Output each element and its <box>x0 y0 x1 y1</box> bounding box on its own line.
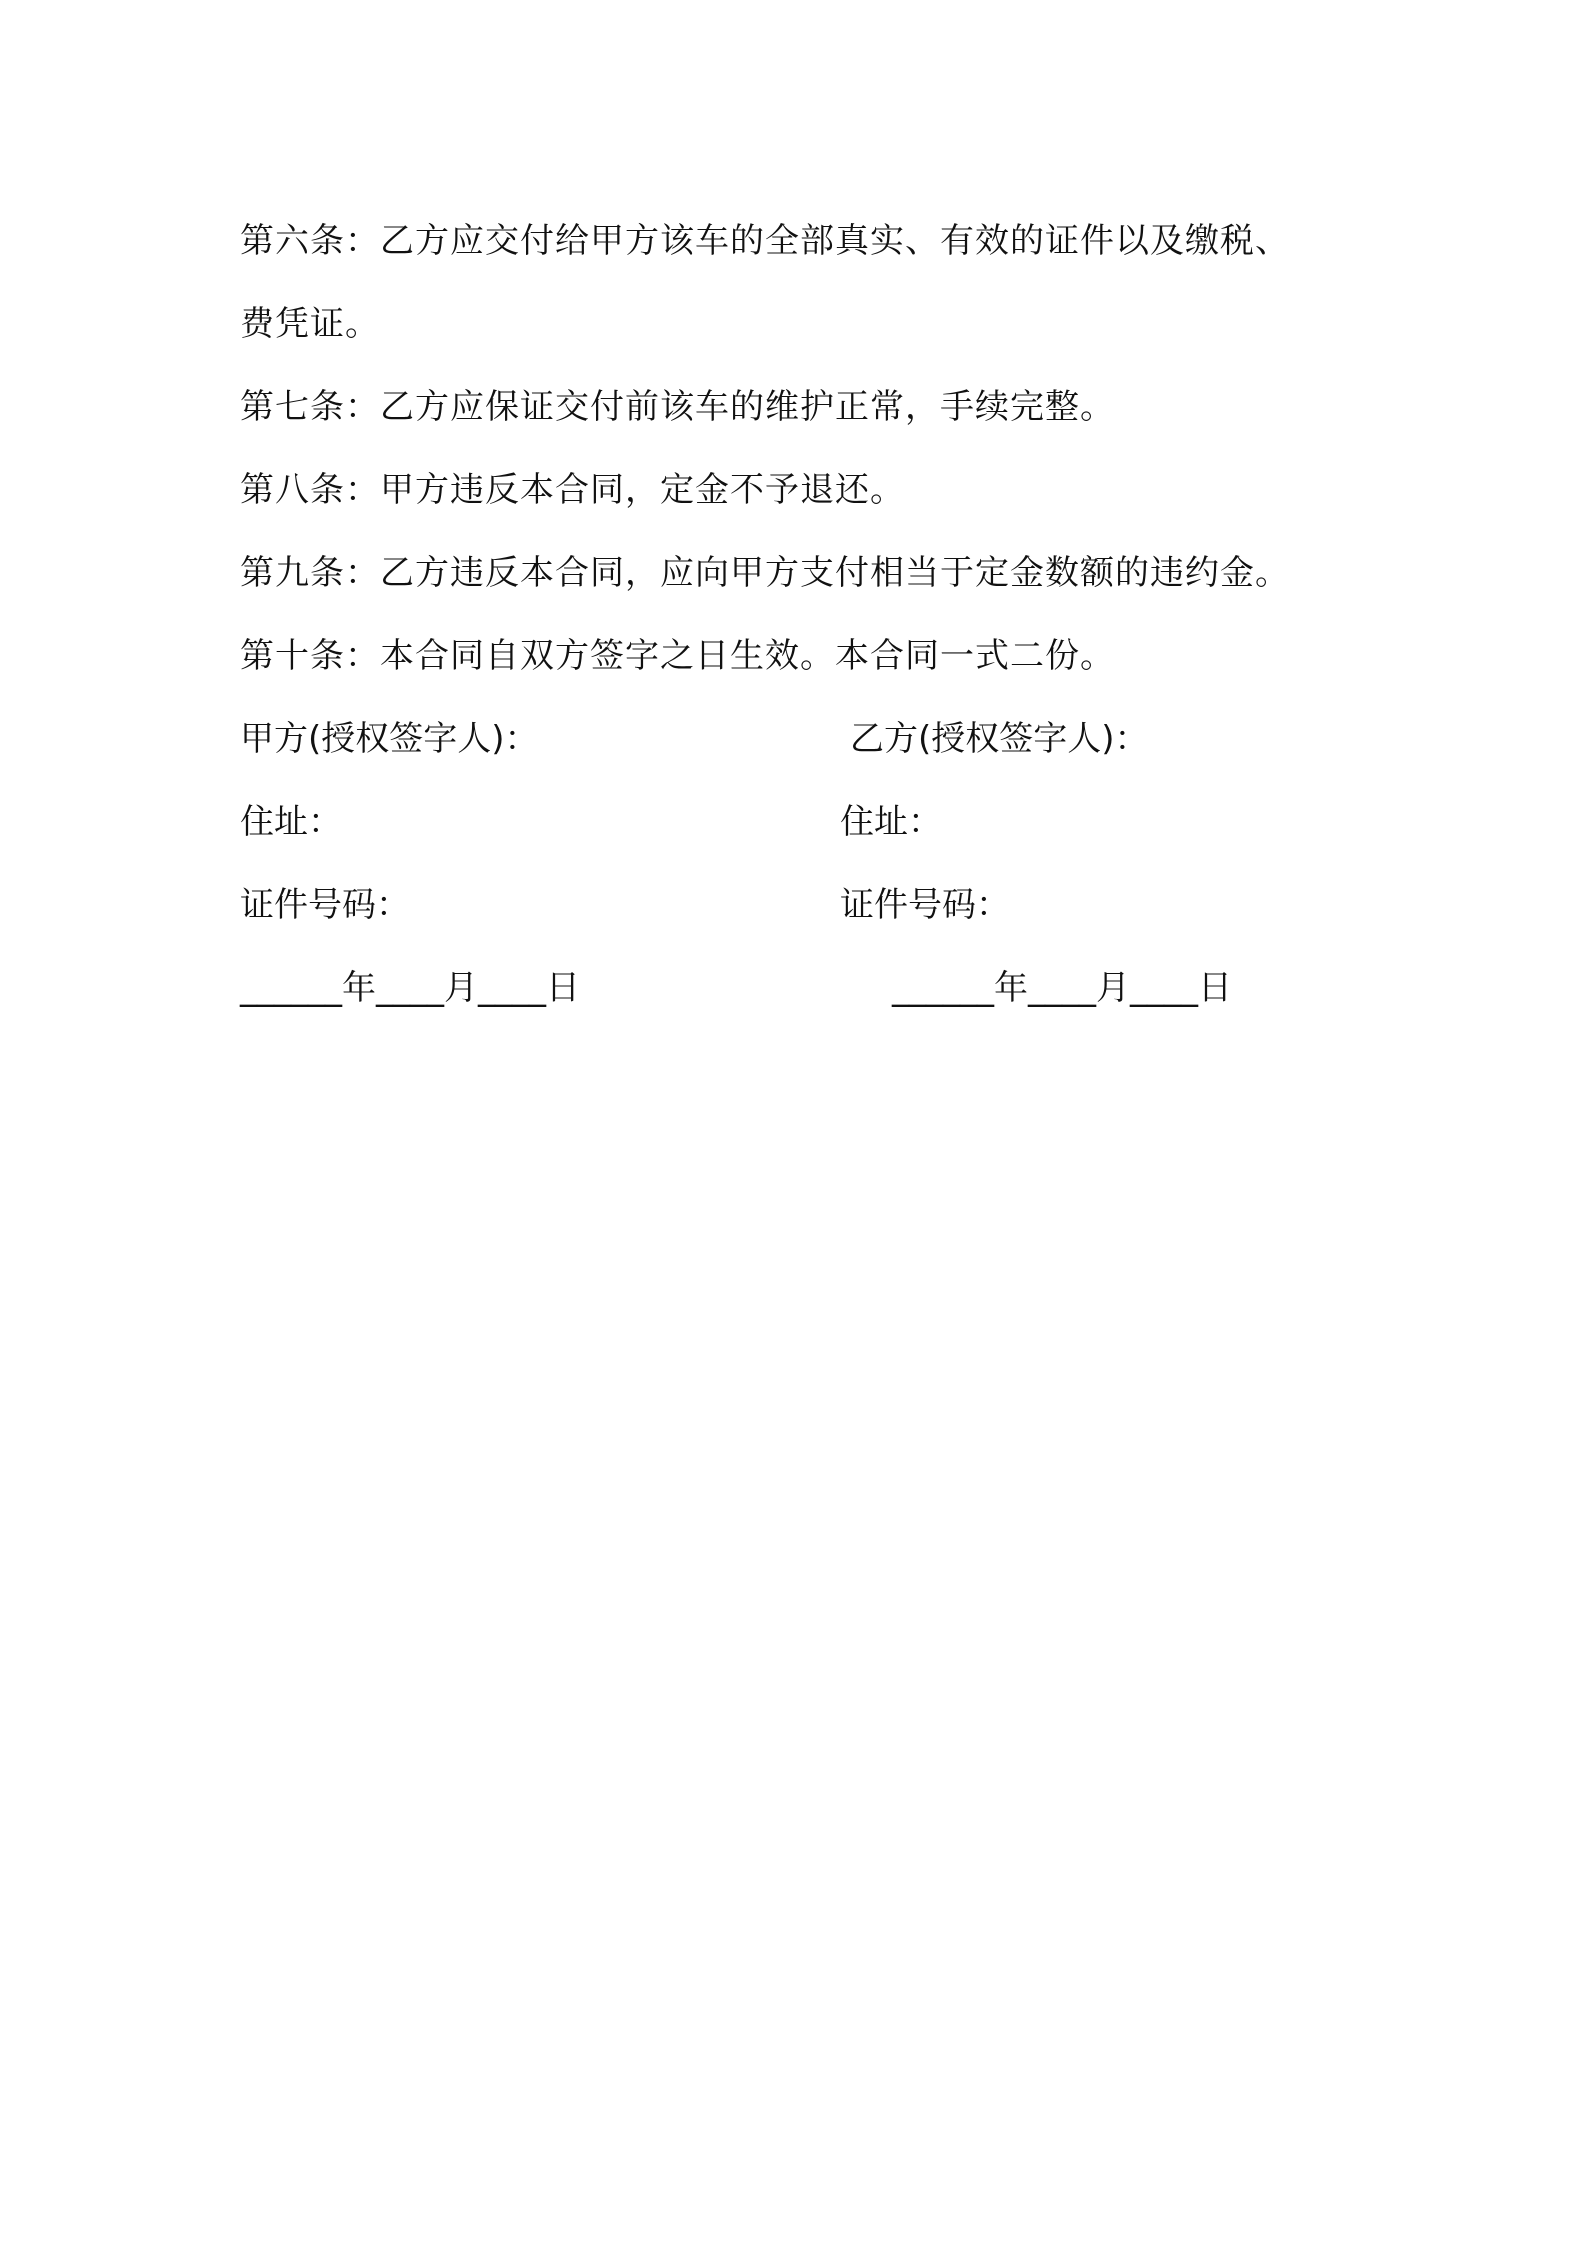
contract-articles <box>240 200 1360 698</box>
article-7: 第七条：乙方应保证交付前该车的维护正常，手续完整。 <box>240 387 1115 427</box>
id-number-row <box>240 864 1360 947</box>
party-b-address: 住址： <box>840 802 942 842</box>
article-6-continued: 费凭证。 <box>240 304 380 344</box>
signature-block <box>240 698 1360 1030</box>
party-b-date: ______年____月____日 <box>892 968 1232 1008</box>
party-b-signatory: 乙方(授权签字人)： <box>850 719 1149 759</box>
article-9: 第九条：乙方违反本合同，应向甲方支付相当于定金数额的违约金。 <box>240 553 1290 593</box>
party-b-id-number: 证件号码： <box>840 885 1010 925</box>
party-a-address: 住址： <box>240 802 342 842</box>
article-10: 第十条：本合同自双方签字之日生效。本合同一式二份。 <box>240 636 1115 676</box>
article-8: 第八条：甲方违反本合同，定金不予退还。 <box>240 470 905 510</box>
address-row <box>240 781 1360 864</box>
party-a-signatory: 甲方(授权签字人)： <box>240 719 539 759</box>
party-a-date: ______年____月____日 <box>240 968 580 1008</box>
date-row <box>240 947 1360 1030</box>
article-6: 第六条：乙方应交付给甲方该车的全部真实、有效的证件以及缴税、 <box>240 221 1290 261</box>
signatory-row <box>240 698 1360 781</box>
party-a-id-number: 证件号码： <box>240 885 410 925</box>
